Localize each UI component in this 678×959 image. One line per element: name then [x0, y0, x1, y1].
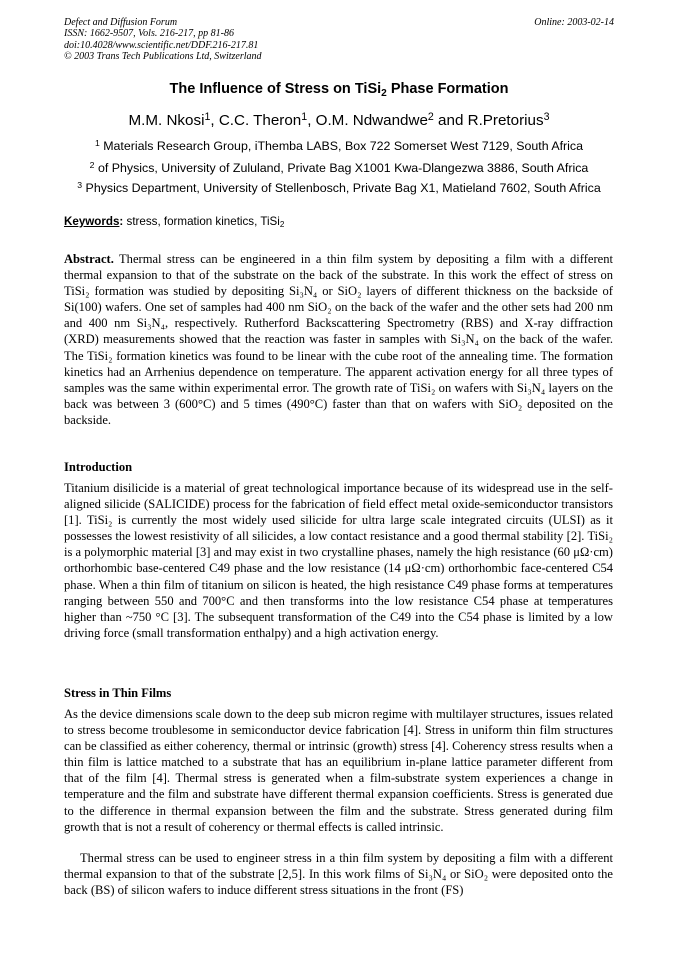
journal-header: [64, 17, 262, 62]
author: O.M. Ndwandwe: [315, 112, 428, 129]
online-date: Online: 2003-02-14: [534, 17, 614, 28]
abstract-text: Thermal stress can be engineered in a thin film system by depositing a film with a different thermal expansion to that of the substrate on the back of the substrate. In this work the effect of stress on TiSi₂ formation was studied by depositing Si₃N₄ or SiO₂ layers of different thickness on the backside of Si(100) wafers. One set of samples had 400 nm SiO₂ on the back of the wafer and the other sets had 200 nm and 400 nm Si₃N₄, respectively. Rutherford Backscattering Spectrometry (RBS) and X-ray diffraction (XRD) measurements showed that the reaction was faster in samples with Si₃N₄ on the back of the wafer. The TiSi₂ formation kinetics was found to be linear with the cube root of the annealing time. The formation kinetics had an Arrhenius dependence on temperature. The apparent activation energy for all three types of samples was the same within experimental error. The growth rate of TiSi₂ on wafers with Si₃N₄ layers on the back was between 3 (600°C) and 5 times (490°C) faster than that on wafers with SiO₂ deposited on the backside.: [64, 252, 613, 427]
author: C.C. Theron: [218, 112, 302, 129]
affiliation-1: $^1$ Materials Research Group, iThemba LABS, Box 722 Somerset West 7129, South Africa: [94, 138, 584, 153]
journal-name: Defect and Diffusion Forum: [64, 17, 178, 28]
section-heading-stress: Stress in Thin Films: [64, 686, 172, 700]
section-heading-introduction: Introduction: [64, 460, 133, 474]
keywords-label: Keywords: [64, 215, 120, 228]
abstract: [64, 251, 613, 428]
abstract-label: Abstract.: [64, 252, 114, 266]
journal-issn: ISSN: 1662-9507, Vols. 216-217, pp 81-86: [64, 28, 234, 40]
author-list: M.M. Nkosi$^1$, C.C. Theron$^1$, O.M. Ndwandwe$^2$ and R.Pretorius$^3$: [128, 111, 550, 129]
introduction-text: Titanium disilicide is a material of great technological importance because of its widespread use in the self-aligned silicide (SALICIDE) process for the fabrication of field effect metal oxide-semiconductor transistors [1]. TiSi₂ is currently the most widely used silicide for ultra large scale integrated circuits (ULSI) as it possesses the lowest resistivity of all silicides, a low contact resistance and a good thermal stability [2]. TiSi₂ is a polymorphic material [3] and may exist in two crystalline phases, namely the high resistance (60 μΩ·cm) orthorhombic base-centered C49 phase and the low resistance (14 μΩ·cm) orthorhombic face-centered C54 phase. When a thin film of titanium on silicon is heated, the high resistance C49 phase forms at temperatures ranging between 550 and 700°C and then transforms into the low resistance C54 phase at temperatures higher than ~750 °C [3]. The subsequent transformation of the C49 into the C54 phase is limited by a low driving force (small transformation enthalpy) and a high activation energy.: [64, 481, 613, 640]
journal-doi: doi:10.4028/www.scientific.net/DDF.216-217.81: [64, 39, 259, 51]
journal-copyright: © 2003 Trans Tech Publications Ltd, Switzerland: [64, 50, 262, 62]
affiliation-2: $^2$ of Physics, University of Zululand, Private Bag X1001 Kwa-Dlangezwa 3886, South Africa: [89, 160, 589, 175]
stress-paragraph-2: Thermal stress can be used to engineer stress in a thin film system by depositing a film with a different thermal expansion to that of the substrate [2,5]. In this work films of Si₃N₄ or SiO₂ were deposited onto the back (BS) of silicon wafers to induce different stress situations in the front (FS): [64, 851, 613, 898]
affiliation-3: $^3$ Physics Department, University of Stellenbosch, Private Bag X1, Matieland 7602, South Africa: [77, 180, 601, 195]
paper-title: The Influence of Stress on TiSi$_2$ Phase Formation: [169, 81, 509, 100]
author: R.Pretorius: [467, 112, 544, 129]
stress-paragraph-1: As the device dimensions scale down to the deep sub micron regime with multilayer structures, issues related to stress become troublesome in semiconductor device fabrication [4]. Stress in uniform thin film structures can be classified as either coherency, thermal or intrinsic (growth) stress [4]. Coherency stress results when a thin film is lattice matched to a substrate that has an equilibrium in-plane lattice parameter different from that of the film [4]. Thermal stress is generated when a film-substrate system experiences a change in temperature and the film and substrate have different thermal expansion coefficients. Stress is generated due to the difference in thermal expansion between the film and the substrate. Stress generated during film growth that is not a result of coherency or thermal effects is called intrinsic.: [64, 707, 613, 834]
author: M.M. Nkosi: [128, 112, 205, 129]
keywords: Keywords: stress, formation kinetics, TiSi$_2$: [64, 215, 285, 230]
